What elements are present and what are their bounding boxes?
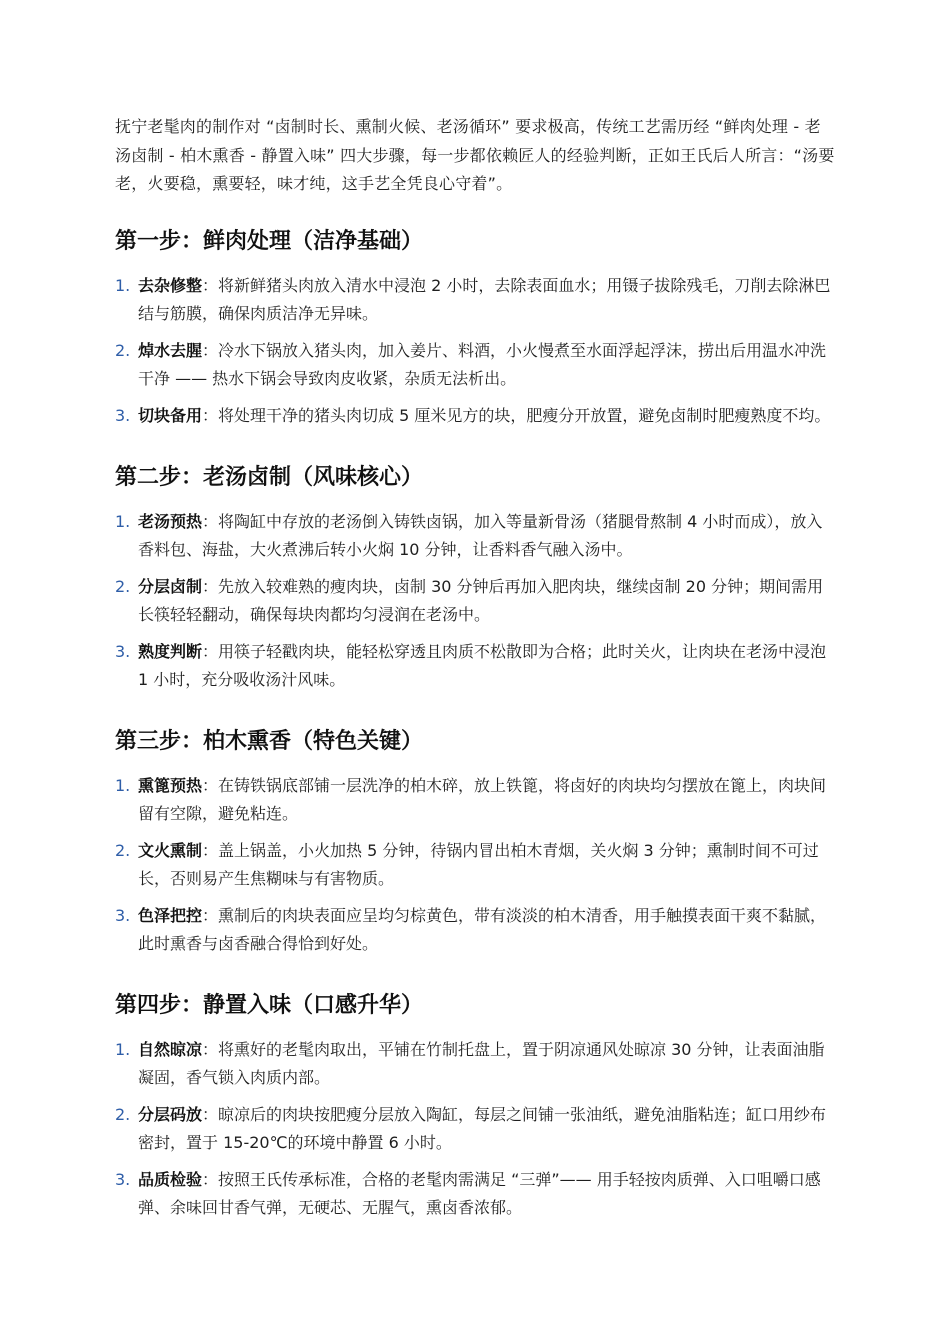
item-term: 色泽把控 — [138, 905, 203, 925]
item-text: ：先放入较难熟的瘦肉块，卤制 30 分钟后再加入肥肉块，继续卤制 20 分钟；期间需用长筷轻轻翻动，确保每块肉都均匀浸润在老汤中。 — [138, 576, 824, 624]
list-item — [115, 573, 835, 629]
item-term: 文火熏制 — [138, 840, 203, 860]
step-heading: 第一步：鲜肉处理（洁净基础） — [115, 228, 424, 254]
step-section — [115, 463, 835, 694]
item-text: ：将熏好的老髦肉取出，平铺在竹制托盘上，置于阴凉通风处晾凉 30 分钟，让表面油脂凝固，香气锁入肉质内部。 — [138, 1039, 825, 1087]
item-text: ：将处理干净的猪头肉切成 5 厘米见方的块，肥瘦分开放置，避免卤制时肥瘦熟度不均。 — [202, 405, 831, 425]
item-text: ：冷水下锅放入猪头肉，加入姜片、料酒，小火慢煮至水面浮起浮沫，捞出后用温水冲洗干净 —— 热水下锅会导致肉皮收紧，杂质无法析出。 — [138, 340, 827, 388]
item-number: 1. — [115, 275, 131, 295]
item-term: 品质检验 — [138, 1169, 203, 1189]
step-heading: 第二步：老汤卤制（风味核心） — [115, 464, 424, 490]
item-term: 切块备用 — [138, 405, 203, 425]
list-item — [115, 638, 835, 694]
item-term: 焯水去腥 — [138, 340, 203, 360]
item-text: ：将陶缸中存放的老汤倒入铸铁卤锅，加入等量新骨汤（猪腿骨熬制 4 小时而成），放入香料包、海盐，大火煮沸后转小火焖 10 分钟，让香料香气融入汤中。 — [138, 511, 823, 559]
list-item — [115, 508, 835, 564]
item-term: 熟度判断 — [138, 641, 203, 661]
item-term: 熏篦预热 — [138, 775, 203, 795]
item-number: 2. — [115, 340, 131, 360]
list-item — [115, 772, 835, 828]
step-list — [115, 772, 835, 958]
item-number: 3. — [115, 905, 131, 925]
item-text: ：将新鲜猪头肉放入清水中浸泡 2 小时，去除表面血水；用镊子拔除残毛，刀削去除淋巴结与筋膜，确保肉质洁净无异味。 — [138, 275, 831, 323]
step-list — [115, 272, 835, 430]
item-term: 分层码放 — [138, 1104, 203, 1124]
list-item — [115, 337, 835, 393]
item-term: 去杂修整 — [138, 275, 203, 295]
intro-paragraph: 抚宁老髦肉的制作对 “卤制时长、熏制火候、老汤循环” 要求极高，传统工艺需历经 “鲜肉处理 - 老汤卤制 - 柏木熏香 - 静置入味” 四大步骤，每一步都依赖匠人的经验判断，正如王氏后人所言：“汤要老，火要稳，熏要轻，味才纯，这手艺全凭良心守着”。 — [115, 117, 835, 193]
item-number: 2. — [115, 840, 131, 860]
step-section — [115, 727, 835, 958]
step-heading: 第三步：柏木熏香（特色关键） — [115, 728, 424, 754]
item-number: 3. — [115, 1169, 131, 1189]
item-text: ：用筷子轻戳肉块，能轻松穿透且肉质不松散即为合格；此时关火，让肉块在老汤中浸泡 1 小时，充分吸收汤汁风味。 — [138, 641, 827, 689]
list-item — [115, 1166, 835, 1222]
step-list — [115, 1036, 835, 1222]
list-item — [115, 272, 835, 328]
item-text: ：在铸铁锅底部铺一层洗净的柏木碎，放上铁篦，将卤好的肉块均匀摆放在篦上，肉块间留有空隙，避免粘连。 — [138, 775, 827, 823]
item-number: 1. — [115, 511, 131, 531]
item-text: ：熏制后的肉块表面应呈均匀棕黄色，带有淡淡的柏木清香，用手触摸表面干爽不黏腻，此时熏香与卤香融合得恰到好处。 — [138, 905, 827, 953]
step-heading: 第四步：静置入味（口感升华） — [115, 992, 424, 1018]
list-item — [115, 1101, 835, 1157]
item-number: 3. — [115, 641, 131, 661]
list-item — [115, 402, 835, 430]
item-number: 1. — [115, 1039, 131, 1059]
item-text: ：晾凉后的肉块按肥瘦分层放入陶缸，每层之间铺一张油纸，避免油脂粘连；缸口用纱布密封，置于 15-20℃的环境中静置 6 小时。 — [138, 1104, 827, 1152]
item-number: 1. — [115, 775, 131, 795]
step-list — [115, 508, 835, 694]
list-item — [115, 1036, 835, 1092]
list-item — [115, 837, 835, 893]
item-number: 2. — [115, 576, 131, 596]
item-number: 2. — [115, 1104, 131, 1124]
list-item — [115, 902, 835, 958]
item-number: 3. — [115, 405, 131, 425]
step-section — [115, 227, 835, 430]
step-section — [115, 991, 835, 1222]
item-term: 自然晾凉 — [138, 1039, 203, 1059]
item-term: 老汤预热 — [138, 511, 203, 531]
item-text: ：盖上锅盖，小火加热 5 分钟，待锅内冒出柏木青烟，关火焖 3 分钟；熏制时间不可过长，否则易产生焦糊味与有害物质。 — [138, 840, 819, 888]
item-term: 分层卤制 — [138, 576, 203, 596]
item-text: ：按照王氏传承标准，合格的老髦肉需满足 “三弹”—— 用手轻按肉质弹、入口咀嚼口感弹、余味回甘香气弹，无硬芯、无腥气，熏卤香浓郁。 — [138, 1169, 821, 1217]
